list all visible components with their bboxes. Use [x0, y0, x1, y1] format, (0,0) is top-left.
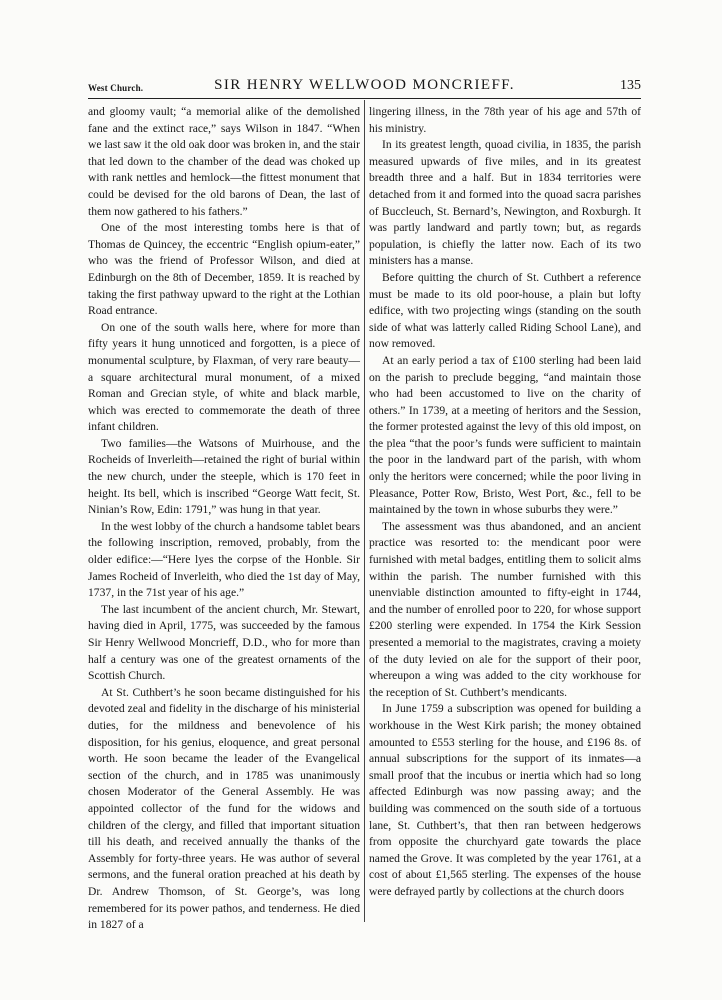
- column-divider: [364, 100, 365, 922]
- paragraph: In the west lobby of the church a handsome tablet bears the following inscription, removed, probably, from the older edifice:—“Here lyes the corpse of the Honble. Sir James Rocheid of Inverleith, who died the 1st day of May, 1737, in the 71st year of his age.”: [88, 519, 360, 600]
- paragraph: and gloomy vault; “a memorial alike of the demolished fane and the extinct race,” says Wilson in 1847. “When we last saw it the old oak door was broken in, and the stair that led down to the chamber of the dead was choked up with rank nettles and hemlock—the fittest monument that could be devised for the old barons of Dean, the last of them now gathered to his fathers.”: [88, 105, 360, 218]
- paragraph: In June 1759 a subscription was opened for building a workhouse in the West Kirk parish; the money obtained amounted to £553 sterling for the house, and £196 8s. of annual subscriptions for the support of its inmates—a small proof that the incubus or inertia which had so long affected Edinburgh was now passing away; and the building was commenced on the south side of a tortuous lane, St. Cuthbert’s, that then ran between hedgerows from opposite the churchyard gate towards the place named the Grove. It was completed by the year 1761, at a cost of about £1,565 sterling. The expenses of the house were defrayed partly by collections at the church doors: [369, 702, 641, 898]
- paragraph: Two families—the Watsons of Muirhouse, and the Rocheids of Inverleith—retained the right of burial within the new church, under the steeple, which is 170 feet in height. Its bell, which is inscribed “George Watt fecit, St. Ninian’s Row, Edin: 1791,” was hung in that year.: [88, 436, 360, 517]
- paragraph: At an early period a tax of £100 sterling had been laid on the parish to preclude begging, “and maintain those who had been accustomed to live on the charity of others.” In 1739, at a meeting of heritors and the Session, the former protested against the levy of this old impost, on the plea “that the poor’s funds were sufficient to maintain the poor in the landward part of the parish, with whom only the heritors were concerned; while the poor living in Pleasance, Potter Row, Bristo, West Port, &c., fell to be maintained by the town in whose suburbs they were.”: [369, 353, 641, 517]
- paragraph: On one of the south walls here, where for more than fifty years it hung unnoticed and forgotten, is a piece of monumental sculpture, by Flaxman, of very rare beauty—a square architectural mural monument, of a mixed Roman and Grecian style, of white and black marble, which was erected to commemorate the death of three infant children.: [88, 320, 360, 434]
- right-column: [369, 104, 641, 901]
- paragraph: One of the most interesting tombs here is that of Thomas de Quincey, the eccentric “English opium-eater,” who was the friend of Professor Wilson, and died at Edinburgh on the 8th of December, 1859. It is reached by taking the first pathway upward to the right at the Lothian Road entrance.: [88, 221, 360, 318]
- running-header: [88, 76, 641, 98]
- section-label: West Church.: [88, 83, 144, 93]
- running-title: SIR HENRY WELLWOOD MONCRIEFF.: [214, 77, 515, 93]
- paragraph: The last incumbent of the ancient church, Mr. Stewart, having died in April, 1775, was succeeded by the famous Sir Henry Wellwood Moncrieff, D.D., who for more than half a century was one of the greatest ornaments of the Scottish Church.: [88, 602, 360, 683]
- page-number: 135: [620, 78, 641, 93]
- paragraph: Before quitting the church of St. Cuthbert a reference must be made to its old poor-house, a plain but lofty edifice, with two projecting wings (standing on the south side of what was latterly called Riding School Lane), and now removed.: [369, 270, 641, 351]
- paragraph: At St. Cuthbert’s he soon became distinguished for his devoted zeal and fidelity in the discharge of his ministerial duties, for the mildness and benevolence of his disposition, for his genius, eloquence, and great personal worth. He soon became the leader of the Evangelical section of the church, and in 1785 was unanimously chosen Moderator of the General Assembly. He was appointed collector of the fund for the widows and children of the clergy, and filled that important situation till his death, and received annually the thanks of the Assembly for forty-three years. He was author of several sermons, and the funeral oration preached at his death by Dr. Andrew Thomson, of St. George’s, was long remembered for its power pathos, and tenderness. He died in 1827 of a: [88, 685, 360, 932]
- paragraph: In its greatest length, quoad civilia, in 1835, the parish measured upwards of five miles, and in its greatest breadth three and a half. But in 1834 territories were detached from it and formed into the quoad sacra parishes of Buccleuch, St. Bernard’s, Newington, and Roxburgh. It was partly landward and partly town; but, as regards population, is chiefly the latter now. Each of its two ministers has a manse.: [369, 138, 641, 268]
- left-column: [88, 104, 360, 934]
- paragraph: The assessment was thus abandoned, and an ancient practice was resorted to: the mendicant poor were furnished with metal badges, entitling them to solicit alms within the parish. The number furnished with this unenviable distinction amounted to fifty-eight in 1744, and the number of enrolled poor to 220, for whose support £200 sterling were expended. In 1754 the Kirk Session presented a memorial to the magistrates, craving a moiety of the duty levied on ale for the support of their poor, whereupon a wing was added to the city workhouse for the reception of St. Cuthbert’s mendicants.: [369, 519, 641, 699]
- header-rule: [88, 98, 641, 99]
- paragraph: lingering illness, in the 78th year of his age and 57th of his ministry.: [369, 105, 641, 135]
